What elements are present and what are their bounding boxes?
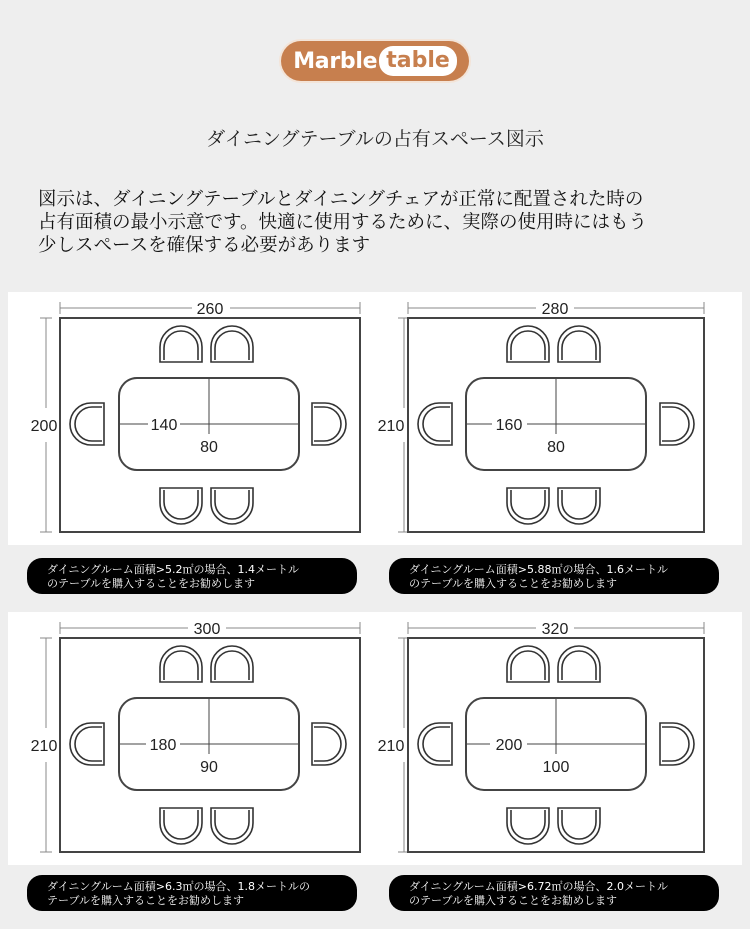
table-width-label: 80 xyxy=(200,439,218,456)
caption-line: のテーブルを購入することをお勧めします xyxy=(47,577,256,590)
table-length-label: 140 xyxy=(150,417,178,434)
table-length-label: 160 xyxy=(495,417,523,434)
table-length-label: 200 xyxy=(495,737,523,754)
chairs xyxy=(70,326,346,524)
layout-diagram-320 xyxy=(370,612,742,865)
caption-line: ダイニングルーム面積>6.72㎡の場合、2.0メートル xyxy=(409,880,668,893)
intro-line: 少しスペースを確保する必要があります xyxy=(38,235,371,256)
room-width-label: 300 xyxy=(193,621,221,638)
recommendation-caption xyxy=(389,558,719,594)
brand-word-table: table xyxy=(379,46,457,76)
brand-logo xyxy=(281,41,469,81)
room-depth-label: 210 xyxy=(377,418,405,435)
recommendation-caption xyxy=(27,875,357,911)
table-width-label: 80 xyxy=(547,439,565,456)
room-depth-label: 210 xyxy=(377,738,405,755)
caption-line: ダイニングルーム面積>5.88㎡の場合、1.6メートル xyxy=(409,563,668,576)
caption-line: のテーブルを購入することをお勧めします xyxy=(409,894,618,907)
diagram-svg xyxy=(370,292,742,545)
intro-paragraph xyxy=(38,188,728,257)
diagram-svg xyxy=(370,612,742,865)
layout-diagram-260 xyxy=(8,292,380,545)
chairs xyxy=(70,646,346,844)
room-width-label: 280 xyxy=(541,301,569,318)
caption-line: のテーブルを購入することをお勧めします xyxy=(409,577,618,590)
caption-line: ダイニングルーム面積>6.3㎡の場合、1.8メートルの xyxy=(47,880,310,893)
diagram-svg xyxy=(8,292,380,545)
caption-line: テーブルを購入することをお勧めします xyxy=(47,894,245,907)
layout-diagram-280 xyxy=(370,292,742,545)
table-width-label: 90 xyxy=(200,759,218,776)
caption-line: ダイニングルーム面積>5.2㎡の場合、1.4メートル xyxy=(47,563,299,576)
room-width-label: 260 xyxy=(196,301,224,318)
intro-line: 占有面積の最小示意です。快適に使用するために、実際の使用時にはもう xyxy=(38,212,648,233)
recommendation-caption xyxy=(27,558,357,594)
diagram-svg xyxy=(8,612,380,865)
table-width-label: 100 xyxy=(542,759,570,776)
brand-word-marble: Marble xyxy=(293,48,378,74)
table-length-label: 180 xyxy=(149,737,177,754)
room-depth-label: 210 xyxy=(30,738,58,755)
section-title: ダイニングテーブルの占有スペース図示 xyxy=(206,128,544,150)
layout-diagram-300 xyxy=(8,612,380,865)
room-width-label: 320 xyxy=(541,621,569,638)
recommendation-caption xyxy=(389,875,719,911)
intro-line: 図示は、ダイニングテーブルとダイニングチェアが正常に配置された時の xyxy=(38,189,644,210)
room-depth-label: 200 xyxy=(30,418,58,435)
